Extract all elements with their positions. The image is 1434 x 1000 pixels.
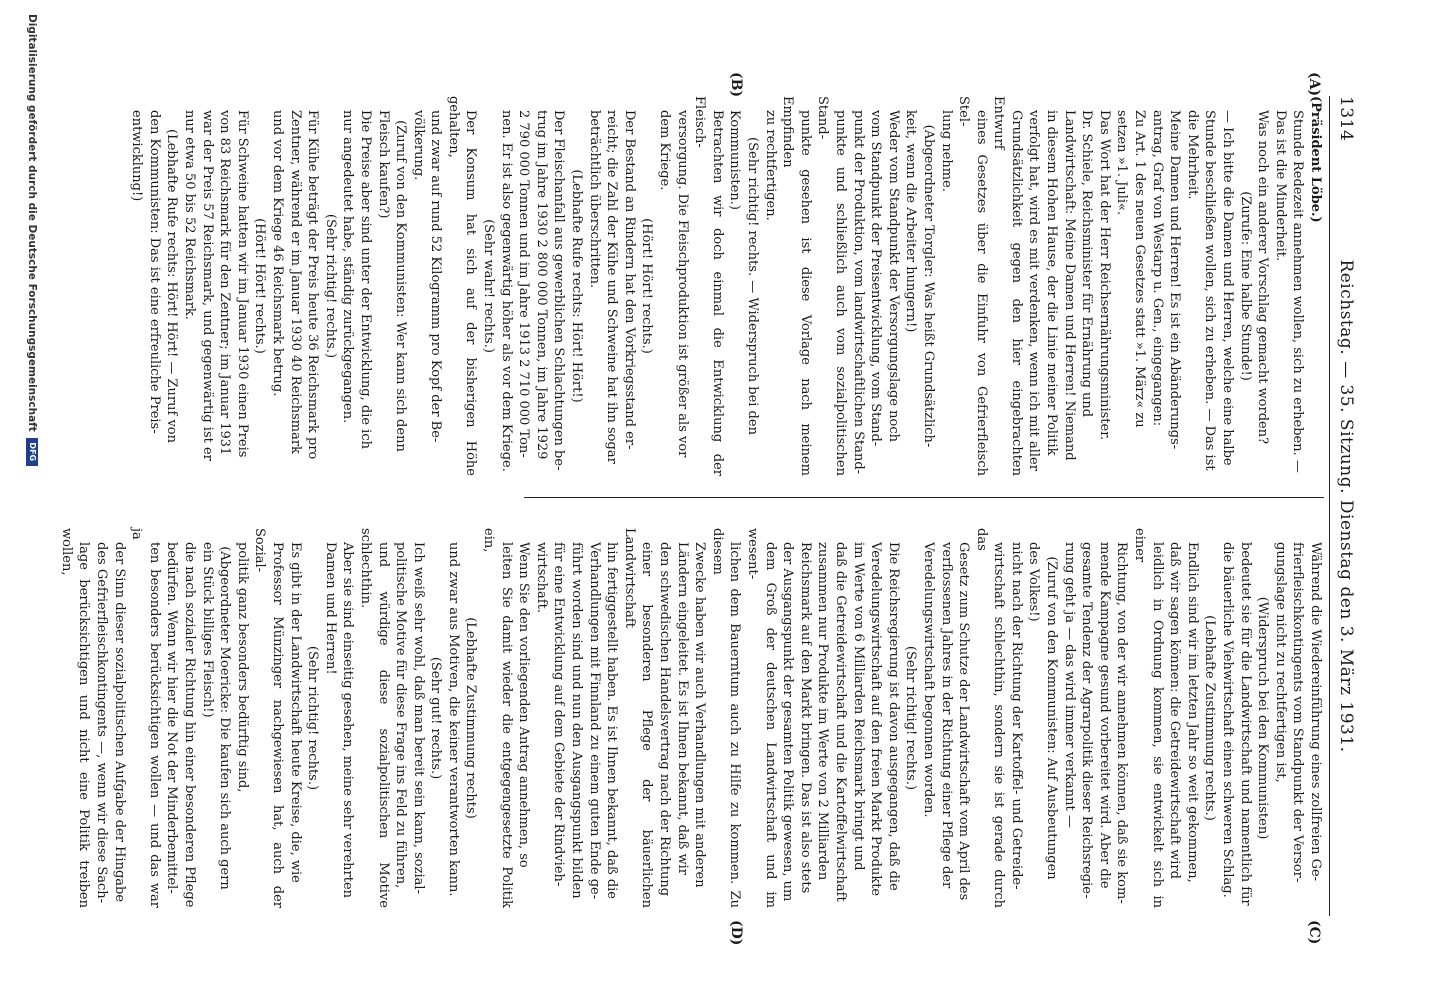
text-line: politische Motive für diese Frage ins Feld zu führen, <box>393 542 409 889</box>
text-line: mende Kampagne gesund vorbereitet wird. Aber die <box>1096 542 1112 889</box>
text-line: der Sinn dieser sozialpolitischen Aufgabe der Hingabe <box>111 542 127 903</box>
text-line: in diesem Hohen Hause, der die Linie meiner Politik <box>1044 110 1060 456</box>
text-line: Endlich sind wir im letzten Jahr so weit gekommen, <box>1184 542 1200 883</box>
text-line: Fleisch kaufen?) <box>375 110 391 219</box>
text-line: (Lebhafte Rufe rechts: Hört! Hört! — Zuruf von <box>164 129 180 443</box>
text-line: rung geht ja — das wird immer verkannt — <box>1061 542 1077 828</box>
text-line: und zwar aus Motiven, die keiner verantworten kann. <box>445 542 461 897</box>
text-line: politik ganz besonders bedürftig sind, <box>234 542 250 793</box>
margin-letter-d: (D) <box>728 920 744 946</box>
text-line: setzen »1. Juli«. <box>1114 110 1130 216</box>
text-line: Wenn Sie den vorliegenden Antrag annehmen, so <box>516 542 532 868</box>
text-line: vom Standpunkt der Preisentwicklung, vom Stand- <box>868 110 884 447</box>
text-line: versorgung. Die Fleischproduktion ist größer als vor <box>674 110 690 458</box>
text-line: nur etwa 50 bis 52 Reichsmark. <box>182 110 197 320</box>
left-column <box>128 96 1324 476</box>
text-line: die nach sozialer Richtung hin einer besonderen Pflege <box>182 542 197 908</box>
text-line: keit, wenn die Arbeiter hungern!) <box>903 110 919 333</box>
text-line: für eine Entwicklung auf dem Gebiete der Rindvieh- <box>551 542 567 887</box>
text-line: verfolgt hat, wird es mit verdenken, wenn ich mit aller <box>1026 110 1042 471</box>
margin-letter-c: (C) <box>1306 920 1322 945</box>
text-line: Der Bestand an Rindern hat den Vorkriegsstand er- <box>621 110 637 450</box>
text-line: Richtung, von der wir annehmen können, daß sie kom- <box>1114 542 1130 904</box>
text-line: Meine Damen und Herren! Es ist ein Abänderungs- <box>1167 110 1183 450</box>
text-line: dem Groß der deutschen Landwirtschaft und im wesent- <box>745 528 778 908</box>
text-line: (Abgeordneter Torgler: Was heißt Grundsätzlich- <box>920 124 936 448</box>
text-line: Das Wort hat der Herr Reichsernährungsminister. <box>1096 110 1112 441</box>
text-line: (Lebhafte Rufe rechts: Hört! Hört!) <box>569 169 585 403</box>
header-rule <box>1329 96 1330 916</box>
dfg-logo: DFG <box>26 438 38 466</box>
text-line: (Sehr richtig! rechts. — Widerspruch bei den <box>745 137 760 435</box>
text-line: ten besonders berücksichtigen wollen — und das war ja <box>129 528 162 908</box>
text-line: des Volkes!) <box>1026 542 1042 622</box>
text-line: Damen und Herren! <box>322 542 338 675</box>
text-line: den schwedischen Handelsvertrag nach der Richtung <box>657 542 673 897</box>
text-line: verflossenen Jahres in der Richtung einer Pflege der <box>938 542 954 889</box>
text-line: nicht nach der Richtung der Kartoffel- und Getreide- <box>1008 542 1024 890</box>
text-line: Ich weiß sehr wohl, daß man bereit sein kann, sozial- <box>410 542 426 894</box>
text-line: trug im Jahre 1930 2 800 000 Tonnen, im Jahre 1929 <box>533 110 549 460</box>
text-line: nur angedeutet habe, ständig zurückgegangen. <box>340 110 356 424</box>
text-line: des Gefrierfleischkontingents —, wenn wir diese Sach- <box>94 542 110 904</box>
text-line: Kommunisten.) <box>727 110 743 210</box>
text-line: war der Preis 57 Reichsmark, und gegenwärtig ist er <box>199 110 215 461</box>
text-line: leidlich in Ordnung kommen, sie entwickelt sich in einer <box>1132 528 1165 908</box>
text-line: wirtschaft. <box>533 542 549 613</box>
text-line: wirtschaft schlechthin, sondern sie ist gerade durch das <box>973 528 1007 908</box>
text-line: Professor Münzinger nachgewiesen hat, auch der Sozial- <box>252 528 285 908</box>
text-line: hin fertiggestellt haben. Es ist Ihnen bekannt, daß die <box>604 542 620 900</box>
text-line: (Sehr richtig! rechts.) <box>322 213 338 359</box>
text-line: Veredelungswirtschaft auf den freien Markt Produkte <box>868 542 884 897</box>
text-line: Ländern eingeleitet. Es ist Ihnen bekannt, daß wir <box>674 542 690 875</box>
footer-credit <box>26 14 38 994</box>
text-line: Das ist die Minderheit. <box>1272 110 1288 262</box>
text-line: (Sehr gut! rechts.) <box>428 656 444 780</box>
text-line: (Hört! Hört! rechts.) <box>639 218 655 354</box>
text-line: Aber sie sind einseitig gesehen, meine sehr verehrten <box>340 542 356 899</box>
margin-letter-a: (A) <box>1306 72 1322 97</box>
text-line: einer besonderen Pflege der bäuerlichen Landwirtschaft <box>621 528 655 908</box>
text-line: (Sehr richtig! rechts.) <box>305 645 321 791</box>
text-line: Zwecke haben wir auch Verhandlungen mit anderen <box>692 542 708 888</box>
text-line: (Sehr richtig! rechts.) <box>903 645 919 791</box>
text-line: (Lebhafte Zustimmung rechts) <box>463 617 479 819</box>
text-line: Verhandlungen mit Finnland zu einem guten Ende ge- <box>586 542 602 900</box>
text-line: frierfleischkontingents vom Standpunkt der Versor- <box>1290 542 1306 883</box>
footer-credit-text: Digitalisierung gefördert durch die Deutsche Forschungsgemeinschaft <box>26 14 38 432</box>
text-line: reicht; die Zahl der Kühe und Schweine hat ihn sogar <box>604 110 620 464</box>
text-line: (Zuruf von den Kommunisten: Wer kann sich denn <box>393 120 409 452</box>
text-line: beträchtlich überschritten. <box>586 110 602 289</box>
text-line: Es gibt in der Landwirtschaft heute Kreise, die, wie <box>287 542 303 883</box>
text-line: Dr. Schiele, Reichsminister für Ernährung und <box>1079 110 1095 418</box>
text-line: (Lebhafte Zustimmung rechts.) <box>1202 615 1218 821</box>
page-title: Reichstag. — 35. Sitzung. Dienstag den 3. März 1931. <box>1336 259 1356 753</box>
text-line: Der Konsum hat sich auf der bisherigen Höhe gehalten, <box>445 96 479 476</box>
text-line: Der Fleischanfall aus gewerblichen Schlachtungen be- <box>551 110 567 471</box>
text-line: (Widerspruch bei den Kommunisten) <box>1255 596 1271 840</box>
text-line: antrag, Graf von Westarp u. Gen., eingegangen: <box>1149 110 1165 427</box>
text-line: eines Gesetzes über die Einfuhr von Gefrierfleisch Stel- <box>956 96 989 476</box>
text-line: — Ich bitte die Damen und Herren, welche eine halbe <box>1220 110 1236 466</box>
text-line: Landwirtschaft: Meine Damen und Herren! Niemand <box>1061 110 1077 461</box>
text-line: daß wir sagen können: die Getreidewirtschaft wird <box>1167 542 1183 879</box>
text-line: und vor dem Kriege 46 Reichsmark betrug. <box>269 110 285 397</box>
text-line: entwicklung!) <box>129 110 145 202</box>
text-line: Während die Wiedereinführung eines zollfreien Ge- <box>1308 542 1323 882</box>
text-line: 2 790 000 Tonnen und im Jahre 1913 2 710 000 Ton- <box>516 110 532 458</box>
text-line: zu rechtfertigen. <box>762 110 778 221</box>
page-header <box>1330 96 1356 916</box>
text-line: Die Preise aber sind unter der Entwicklung, die ich <box>357 110 373 449</box>
text-line: nen. Er ist also gegenwärtig höher als vor dem Kriege. <box>498 110 514 472</box>
text-line: Stunde Redezeit annehmen wollen, sich zu erheben. — <box>1290 110 1306 473</box>
text-line: gesamte Tendenz der Agrarpolitik dieser Reichsregie- <box>1079 542 1095 899</box>
text-line: punkte und schließlich auch vom sozialpolitischen Stand- <box>815 96 848 476</box>
text-line: daß die Getreidewirtschaft und die Kartoffelwirtschaft <box>832 542 848 902</box>
text-line: lichen dem Bauerntum auch zu Hilfe zu kommen. Zu diesem <box>709 528 743 908</box>
text-line: Weder vom Standpunkt der Versorgungslage noch <box>885 110 901 443</box>
text-line: Veredelungswirtschaft begonnen worden. <box>920 542 936 818</box>
text-line: von 83 Reichsmark für den Zentner; im Januar 1931 <box>217 110 233 456</box>
text-line: Gesetz zum Schutze der Landwirtschaft vom April des <box>956 542 972 901</box>
text-line: die Mehrheit. <box>1184 110 1200 200</box>
text-line: lage berücksichtigen und nicht eine Politik treiben wollen, <box>58 528 92 908</box>
text-line: (Hört! Hört! rechts.) <box>252 218 268 354</box>
margin-letter-b: (B) <box>728 72 744 98</box>
text-line: gungslage nicht zu rechtfertigen ist, <box>1272 542 1288 783</box>
text-line: völkerung. <box>410 110 426 181</box>
text-line: im Werte von 6 Milliarden Reichsmark bringt und <box>850 542 866 871</box>
text-line: Die Reichsregierung ist davon ausgegangen, daß die <box>885 542 901 891</box>
text-line: Für Schweine hatten wir im Januar 1930 einen Preis <box>234 110 250 458</box>
page-number: 1314 <box>1336 96 1356 142</box>
text-line: und zwar auf rund 52 Kilogramm pro Kopf der Be- <box>428 110 444 443</box>
text-line: und würdige diese sozialpolitischen Motive schlechthin. <box>357 528 391 908</box>
text-line: Zu Art. 1 des neuen Gesetzes statt »1. März« zu <box>1132 110 1148 428</box>
text-line: Betrachten wir doch einmal die Entwicklung der Fleisch- <box>692 96 725 476</box>
text-line: punkte gesehen ist diese Vorlage nach meinem Empfinden <box>780 96 813 476</box>
text-line: Für Kühe beträgt der Preis heute 36 Reichsmark pro <box>305 110 321 460</box>
text-line: (Zurufe: Eine halbe Stunde!) <box>1237 191 1253 381</box>
text-line: (Zuruf von den Kommunisten: Auf Ausbeutungen <box>1044 556 1060 880</box>
text-line: (Präsident Löbe.) <box>1308 96 1323 223</box>
text-line: führt worden sind und nun den Ausgangspunkt bilden <box>569 542 585 899</box>
text-line: den Kommunisten: Das ist eine erfreuliche Preis- <box>146 110 162 434</box>
text-line: punkt der Produktion, vom landwirtschaftlichen Stand- <box>850 110 866 475</box>
text-line: Grundsätzlichkeit gegen den hier eingebrachten Entwurf <box>991 96 1024 476</box>
text-line: Zentner, während er im Januar 1930 40 Reichsmark <box>287 110 303 454</box>
text-line: bedeutet sie für die Landwirtschaft und namentlich für <box>1237 542 1253 906</box>
text-line: (Sehr wahr! rechts.) <box>481 219 497 353</box>
text-line: Reichsmark auf den Markt bringen. Das ist also stets <box>797 542 813 894</box>
text-line: ein Stück billiges Fleisch!) <box>199 542 215 718</box>
text-line: leiten Sie damit wieder die entgegengesetzte Politik ein, <box>481 528 514 908</box>
text-line: die bäuerliche Viehwirtschaft einen schweren Schlag. <box>1220 542 1236 898</box>
text-line: Stunde beschließen wollen, sich zu erheben. — Das ist <box>1202 110 1218 471</box>
text-line: lung nehme. <box>938 110 954 192</box>
text-line: zusammen nur Produkte im Werte von 2 Milliarden <box>815 542 831 881</box>
text-line: bedürfen. Wenn wir hier die Not der Minderbemittel- <box>164 542 180 894</box>
right-column <box>57 528 1324 908</box>
text-line: der Ausgangspunkt der gesamten Politik gewesen, um <box>780 542 796 902</box>
text-line: dem Kriege. <box>657 110 673 191</box>
text-line: Was noch ein anderer Vorschlag gemacht worden? <box>1255 110 1271 445</box>
column-divider <box>524 497 1324 498</box>
text-line: (Abgeordneter Moericke: Die kaufen sich auch gern <box>217 546 233 890</box>
